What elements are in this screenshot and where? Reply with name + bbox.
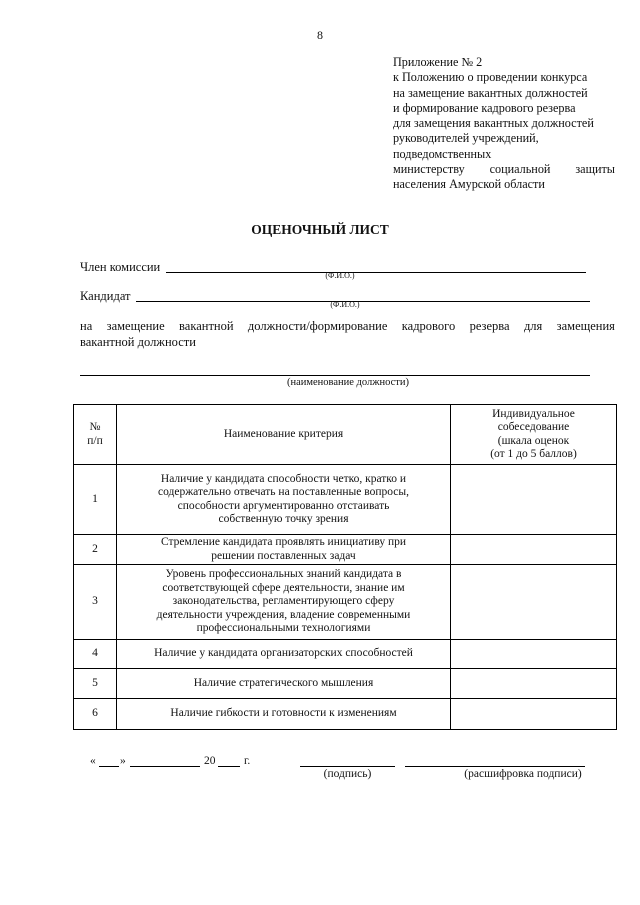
criterion-line: Стремление кандидата проявлять инициативу при (160, 536, 407, 548)
criterion-line: содержательно отвечать на поставленные вопросы, (158, 486, 409, 498)
row-score-cell[interactable] (451, 640, 617, 669)
paragraph-word: замещение (106, 319, 165, 333)
criterion-line: законодательства, регламентирующего сферу (172, 595, 395, 608)
date-year-suffix: г. (244, 755, 251, 767)
document-title: ОЦЕНОЧНЫЙ ЛИСТ (251, 222, 389, 237)
position-name-hint: (наименование должности) (286, 377, 410, 388)
row-criterion (117, 565, 451, 640)
date-month-line[interactable] (130, 766, 200, 767)
table-row (74, 669, 617, 699)
table-header-row (74, 405, 617, 465)
paragraph-word: на (80, 319, 93, 333)
table-row (74, 640, 617, 669)
criterion-line: способности аргументированно отстаивать (177, 499, 390, 512)
appendix-line: руководителей учреждений, (393, 131, 539, 146)
criterion-line: соответствующей сфере деятельности, знание им (162, 581, 405, 594)
paragraph-word: кадрового (401, 319, 456, 333)
signature-decode-hint: (расшифровка подписи) (464, 768, 582, 780)
position-paragraph (80, 319, 615, 350)
page-number: 8 (317, 28, 323, 42)
criteria-table (73, 404, 617, 730)
row-num: 2 (74, 535, 117, 565)
criterion-line: деятельности учреждения, владение современными (156, 608, 411, 621)
header-criterion: Наименование критерия (117, 405, 451, 465)
row-num: 4 (74, 640, 117, 669)
header-score-line: собеседование (497, 421, 570, 433)
table-row (74, 565, 617, 640)
paragraph-word: замещения (556, 319, 615, 333)
table-row (74, 699, 617, 730)
paragraph-word: должности/формирование (247, 319, 388, 333)
appendix-line: населения Амурской области (393, 177, 545, 192)
paragraph-word: вакантной (179, 319, 234, 333)
position-paragraph-line1 (80, 319, 615, 335)
row-criterion (117, 535, 451, 565)
row-score-cell[interactable] (451, 535, 617, 565)
header-num (74, 405, 117, 465)
header-score-line: (шкала оценок (497, 434, 570, 447)
appendix-line: подведомственных (393, 146, 492, 161)
row-score-cell[interactable] (451, 669, 617, 699)
appendix-line: для замещения вакантных должностей (393, 116, 594, 131)
position-name-line[interactable] (80, 375, 590, 376)
paragraph-word: резерва (469, 319, 510, 333)
row-score-cell[interactable] (451, 565, 617, 640)
appendix-line: к Положению о проведении конкурса (393, 70, 588, 85)
row-criterion: Наличие у кандидата организаторских способностей (117, 640, 451, 669)
row-num: 5 (74, 669, 117, 699)
criterion-line: собственную точку зрения (218, 513, 349, 525)
signature-line[interactable] (300, 766, 395, 767)
row-num: 1 (74, 465, 117, 535)
table-row (74, 465, 617, 535)
appendix-word: министерству (393, 162, 465, 177)
date-day-line[interactable] (99, 766, 119, 767)
appendix-line-justified (393, 162, 615, 177)
header-num-line: № (89, 421, 101, 433)
criterion-line: решении поставленных задач (211, 549, 356, 562)
position-paragraph-line2: вакантной должности (80, 334, 196, 349)
date-year-line[interactable] (218, 766, 240, 767)
candidate-name-hint: (Ф.И.О.) (330, 300, 360, 309)
criterion-line: Уровень профессиональных знаний кандидата в (165, 568, 402, 581)
candidate-label: Кандидат (80, 289, 131, 303)
appendix-line: Приложение № 2 (393, 55, 483, 69)
date-year-prefix: 20 (204, 755, 216, 767)
row-criterion (117, 465, 451, 535)
criterion-line: Наличие у кандидата способности четко, кратко и (160, 472, 407, 485)
header-score-line: Индивидуальное (492, 407, 575, 420)
date-close-quote: » (120, 755, 126, 767)
header-score (451, 405, 617, 465)
member-name-hint: (Ф.И.О.) (325, 271, 355, 280)
member-label: Член комиссии (80, 260, 161, 274)
criterion-line: профессиональными технологиями (196, 622, 371, 635)
signature-decode-line[interactable] (405, 766, 585, 767)
appendix-word: социальной (489, 162, 551, 177)
row-criterion: Наличие стратегического мышления (117, 669, 451, 699)
row-criterion: Наличие гибкости и готовности к изменениям (117, 699, 451, 730)
table-row (74, 535, 617, 565)
appendix-line: на замещение вакантных должностей (393, 85, 588, 100)
header-score-line: (от 1 до 5 баллов) (490, 448, 577, 460)
appendix-line: и формирование кадрового резерва (393, 100, 576, 115)
row-score-cell[interactable] (451, 465, 617, 535)
signature-hint: (подпись) (323, 768, 372, 780)
paragraph-word: для (523, 319, 543, 333)
row-num: 3 (74, 565, 117, 640)
appendix-block (393, 55, 615, 193)
date-open-quote: « (90, 755, 96, 767)
header-num-line: п/п (87, 434, 103, 447)
row-score-cell[interactable] (451, 699, 617, 730)
row-num: 6 (74, 699, 117, 730)
appendix-word: защиты (575, 162, 615, 177)
